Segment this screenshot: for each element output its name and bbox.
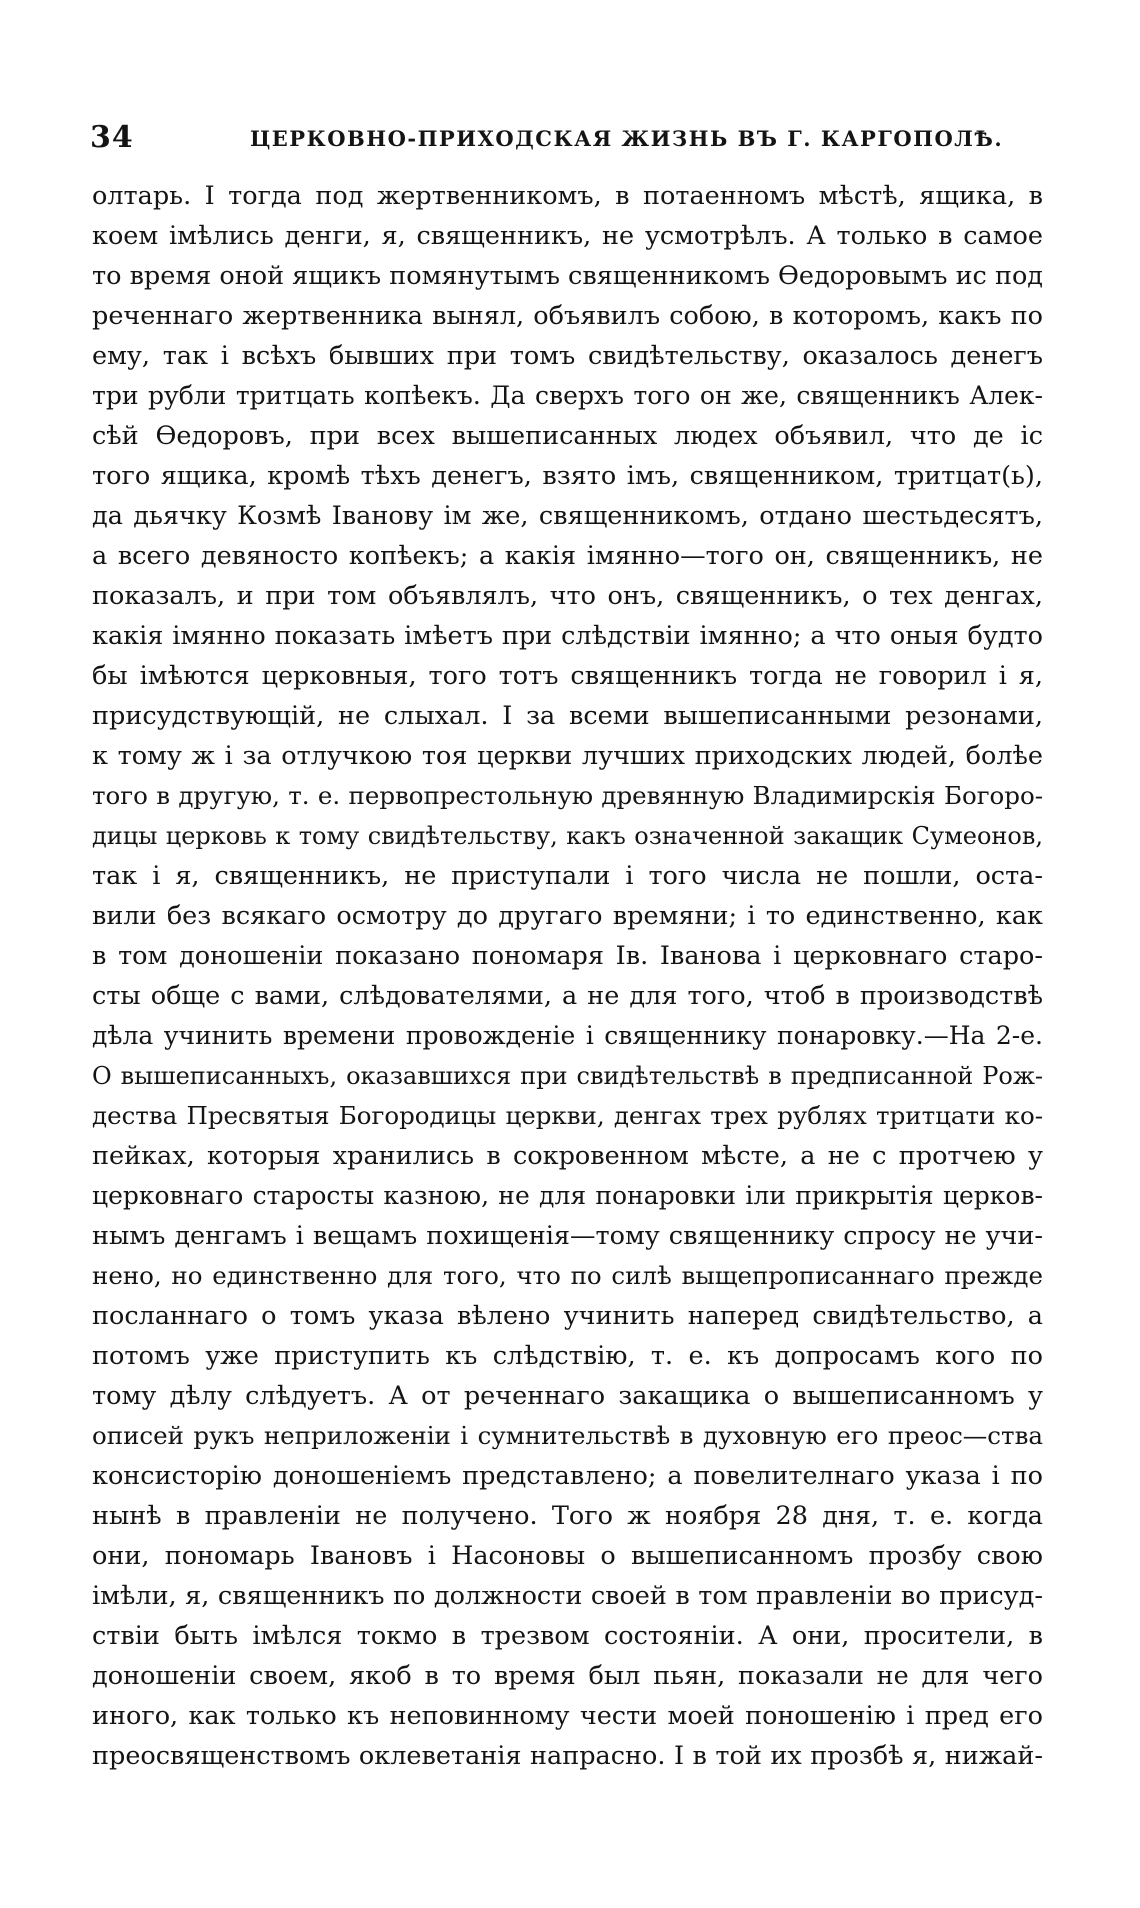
text-line: нено, но единственно для того, что по силѣ выщепрописаннаго прежде	[92, 1261, 1043, 1290]
text-line: в том доношеніи показано пономаря Ів. Іванова і церковнаго старо-	[92, 941, 1043, 971]
text-line: дества Пресвятыя Богородицы церкви, денгах трех рублях тритцати ко-	[92, 1101, 1043, 1130]
text-line: да дьячку Козмѣ Іванову ім же, священникомъ, отдано шестьдесятъ,	[92, 501, 1043, 531]
text-line: присудствующій, не слыхал. І за всеми вышеписанными резонами,	[92, 701, 1043, 731]
text-line: коем імѣлись денги, я, священникъ, не усмотрѣлъ. А только в самое	[92, 221, 1043, 251]
text-line: преосвященствомъ оклеветанія напрасно. І в той их прозбѣ я, нижай-	[92, 1741, 1043, 1771]
text-line: они, пономарь Івановъ і Насоновы о вышеписанномъ прозбу свою	[92, 1541, 1043, 1571]
text-line: консисторію доношеніемъ представлено; а повелителнаго указа і по	[92, 1461, 1043, 1491]
text-line: посланнаго о томъ указа вѣлено учинить наперед свидѣтельство, а	[92, 1301, 1043, 1331]
text-line: вили без всякаго осмотру до другаго времяни; і то единственно, как	[92, 901, 1043, 931]
text-line: какія імянно показать імѣетъ при слѣдствіи імянно; а что оныя будто	[92, 621, 1043, 651]
page-number: 34	[90, 120, 134, 155]
text-line: реченнаго жертвенника вынял, объявилъ собою, в которомъ, какъ по	[92, 301, 1043, 331]
text-line: О вышеписанныхъ, оказавшихся при свидѣтельствѣ в предписанной Рож-	[92, 1062, 1043, 1090]
text-line: доношеніи своем, якоб в то время был пьян, показали не для чего	[92, 1661, 1043, 1691]
text-line: того ящика, кромѣ тѣхъ денегъ, взято імъ, священником, тритцат(ь),	[92, 461, 1043, 491]
text-line: так і я, священникъ, не приступали і того числа не пошли, оста-	[92, 861, 1043, 891]
text-line: показалъ, и при том объявлялъ, что онъ, священникъ, о тех денгах,	[92, 581, 1043, 611]
text-line: бы імѣются церковныя, того тотъ священникъ тогда не говорил і я,	[92, 661, 1043, 691]
text-line: потомъ уже приступить къ слѣдствію, т. е. къ допросамъ кого по	[92, 1341, 1043, 1371]
text-line: сты обще с вами, слѣдователями, а не для того, чтоб в производствѣ	[92, 981, 1043, 1011]
text-line: нынѣ в правленіи не получено. Того ж ноября 28 дня, т. е. когда	[92, 1501, 1043, 1531]
text-line: дѣла учинить времени провожденіе і священнику понаровку.—На 2-е.	[92, 1021, 1043, 1050]
text-line: ствіи быть імѣлся токмо в трезвом состояніи. А они, просители, в	[92, 1621, 1043, 1651]
text-line: ему, так і всѣхъ бывших при томъ свидѣтельству, оказалось денегъ	[92, 341, 1043, 371]
text-line: пейках, которыя хранились в сокровенном мѣсте, а не с протчею у	[92, 1141, 1043, 1171]
text-line: описей рукъ неприложеніи і сумнительствѣ в духовную его преос—ства	[92, 1421, 1043, 1450]
text-line: того в другую, т. е. первопрестольную древянную Владимирскія Богоро-	[92, 781, 1043, 810]
text-line: дицы церковь к тому свидѣтельству, какъ означенной закащик Сумеонов,	[92, 822, 1043, 850]
text-line: иного, как только къ неповинному чести моей поношенію і пред его	[92, 1701, 1043, 1731]
text-line: нымъ денгамъ і вещамъ похищенія—тому священнику спросу не учи-	[92, 1221, 1043, 1251]
text-line: тому дѣлу слѣдуетъ. А от реченнаго закащика о вышеписанномъ у	[92, 1381, 1043, 1411]
text-line: олтарь. І тогда под жертвенникомъ, в потаенномъ мѣстѣ, ящика, в	[92, 181, 1043, 211]
page-header	[90, 120, 1045, 160]
text-line: сѣй Өедоровъ, при всех вышеписанных людех объявил, что де іс	[92, 421, 1043, 451]
text-line: імѣли, я, священникъ по должности своей в том правленіи во присуд-	[92, 1581, 1043, 1611]
body-text	[92, 176, 1043, 1776]
text-line: к тому ж і за отлучкою тоя церкви лучших приходских людей, болѣе	[92, 741, 1043, 771]
text-line: а всего девяносто копѣекъ; а какія імянно—того он, священникъ, не	[92, 541, 1043, 571]
text-line: то время оной ящикъ помянутымъ священникомъ Өедоровымъ ис под	[92, 261, 1043, 291]
text-line: церковнаго старосты казною, не для понаровки іли прикрытія церков-	[92, 1181, 1043, 1210]
text-line: три рубли тритцать копѣекъ. Да сверхъ того он же, священникъ Алек-	[92, 381, 1043, 410]
running-head: ЦЕРКОВНО-ПРИХОДСКАЯ ЖИЗНЬ ВЪ Г. КАРГОПОЛѢ.	[250, 126, 1004, 151]
